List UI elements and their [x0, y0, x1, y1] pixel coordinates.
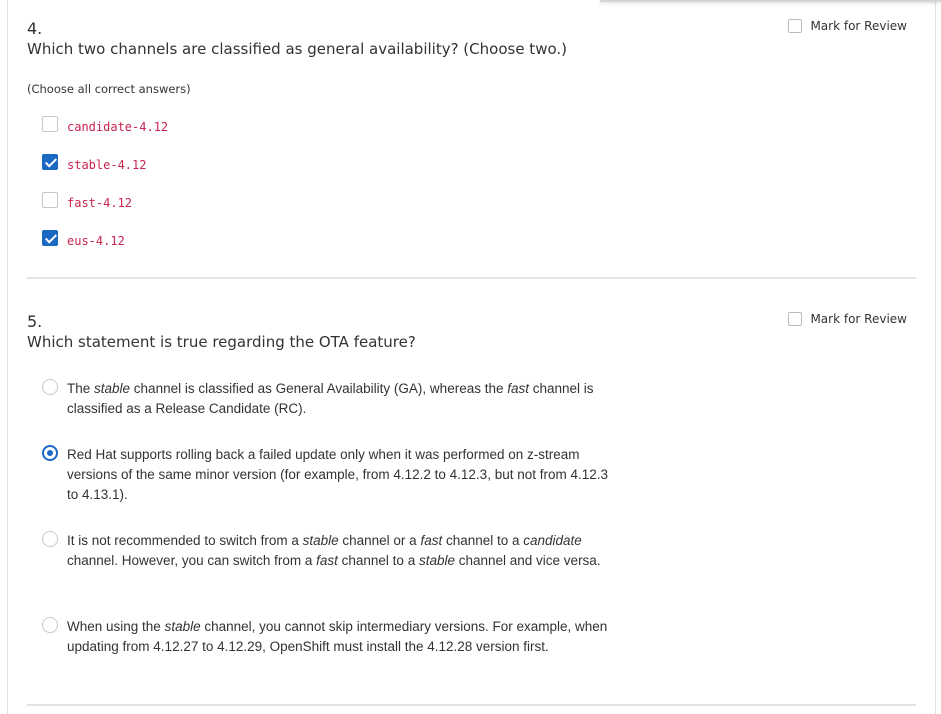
top-bar-shadow	[600, 0, 941, 2]
option-candidate[interactable]	[42, 116, 168, 134]
option-checkbox[interactable]	[42, 192, 58, 208]
option-radio[interactable]	[42, 379, 58, 395]
mark-for-review[interactable]	[788, 19, 907, 33]
mark-for-review-label: Mark for Review	[810, 312, 907, 326]
question-number: 4.	[27, 19, 43, 38]
mark-for-review-checkbox[interactable]	[788, 19, 802, 33]
option-d[interactable]	[42, 617, 615, 657]
mark-for-review-checkbox[interactable]	[788, 312, 802, 326]
mark-for-review-label: Mark for Review	[810, 19, 907, 33]
option-text: The stable channel is classified as General Availability (GA), whereas the fast channel is classified as a Release Candidate (RC).	[67, 381, 594, 416]
question-text: Which statement is true regarding the OTA feature?	[27, 333, 416, 351]
question-5	[27, 312, 916, 692]
option-c[interactable]	[42, 531, 615, 571]
answer-hint: (Choose all correct answers)	[27, 82, 191, 96]
option-text: When using the stable channel, you cannot skip intermediary versions. For example, when updating from 4.12.27 to 4.12.29, OpenShift must install the 4.12.28 version first.	[67, 619, 608, 654]
question-number: 5.	[27, 312, 43, 331]
option-text: Red Hat supports rolling back a failed update only when it was performed on z-stream versions of the same minor version (for example, from 4.12.2 to 4.12.3, but not from 4.12.3 to 4.13.1).	[67, 447, 609, 502]
question-divider	[27, 704, 916, 706]
option-label: stable-4.12	[67, 158, 147, 172]
option-radio-selected[interactable]	[42, 445, 58, 461]
option-label: eus-4.12	[67, 234, 125, 248]
option-checkbox-checked[interactable]	[42, 230, 58, 246]
question-text: Which two channels are classified as general availability? (Choose two.)	[27, 40, 567, 58]
page-frame-left	[7, 0, 8, 714]
option-stable[interactable]	[42, 154, 146, 172]
option-radio[interactable]	[42, 531, 58, 547]
option-checkbox[interactable]	[42, 116, 58, 132]
option-b[interactable]	[42, 445, 615, 505]
option-eus[interactable]	[42, 230, 125, 248]
option-radio[interactable]	[42, 617, 58, 633]
page-frame-right	[935, 0, 936, 714]
option-label: candidate-4.12	[67, 120, 169, 134]
option-label: fast-4.12	[67, 196, 133, 210]
option-fast[interactable]	[42, 192, 132, 210]
option-a[interactable]	[42, 379, 615, 419]
question-divider	[27, 277, 916, 279]
option-text: It is not recommended to switch from a stable channel or a fast channel to a candidate channel. However, you can switch from a fast channel to a stable channel and vice versa.	[67, 533, 601, 568]
mark-for-review[interactable]	[788, 312, 907, 326]
option-checkbox-checked[interactable]	[42, 154, 58, 170]
question-4	[27, 19, 916, 269]
